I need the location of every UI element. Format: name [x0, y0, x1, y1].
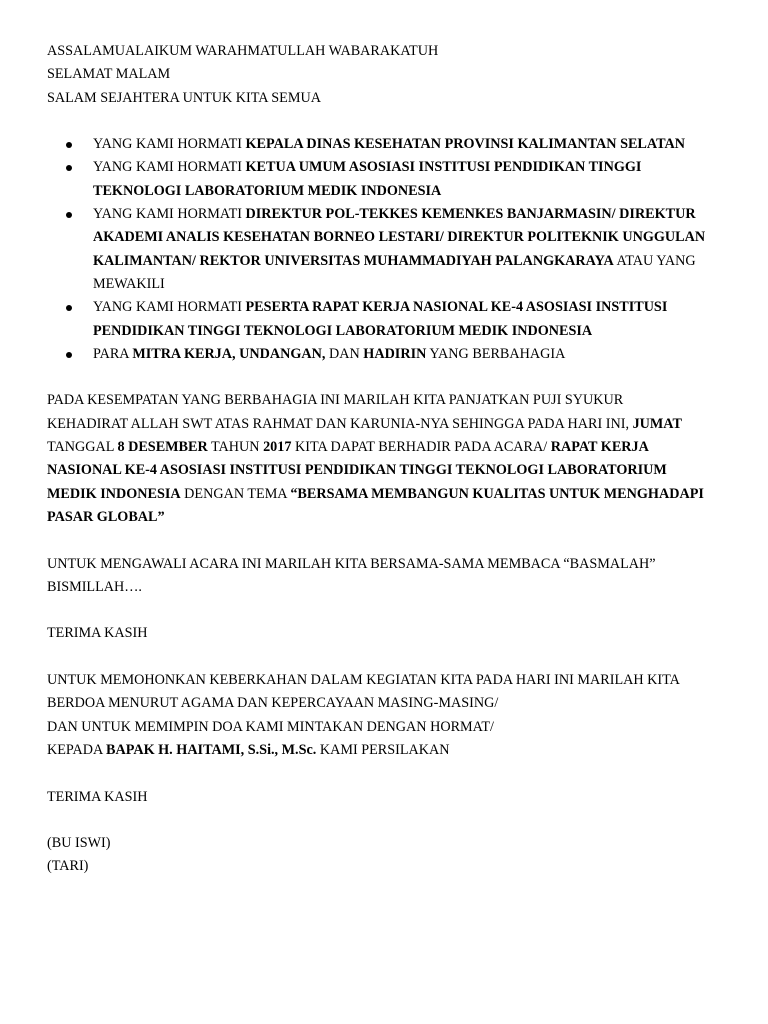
thanks-line: TERIMA KASIH [47, 788, 148, 805]
bold-text: RAPAT KERJA [550, 439, 649, 456]
honorific-item [47, 203, 727, 296]
basmalah-paragraph [47, 553, 727, 600]
text-run: KITA DAPAT BERHADIR PADA ACARA/ [291, 439, 551, 456]
text-run: ATAU YANG [613, 252, 696, 269]
paragraph-line [93, 273, 727, 296]
paragraph-line [47, 483, 727, 506]
paragraph-line [93, 320, 727, 343]
spacer [47, 529, 727, 552]
paragraph-line [93, 156, 727, 179]
text-run: KAMI PERSILAKAN [316, 741, 450, 758]
bold-text: JUMAT [632, 415, 682, 432]
honorifics-list [47, 133, 727, 366]
bold-text: KETUA UMUM ASOSIASI INSTITUSI PENDIDIKAN TINGGI [245, 159, 642, 176]
text-run: YANG BERBAHAGIA [426, 345, 566, 362]
text-run: YANG KAMI HORMATI [93, 159, 246, 176]
paragraph-line [47, 716, 727, 739]
bullet-icon [66, 352, 72, 358]
bold-text: DIREKTUR POL-TEKKES KEMENKES BANJARMASIN/ DIREKTUR [245, 206, 696, 223]
paragraph-line [47, 506, 727, 529]
speakers-block [47, 832, 727, 879]
bold-text: AKADEMI ANALIS KESEHATAN BORNEO LESTARI/ DIREKTUR POLITEKNIK UNGGULAN [93, 229, 706, 246]
opening-paragraph [47, 389, 727, 529]
paragraph-line [47, 459, 727, 482]
paragraph-line [93, 203, 727, 226]
paragraph-line [93, 226, 727, 249]
bold-text: 8 DESEMBER [117, 439, 208, 456]
honorific-item [47, 343, 727, 366]
paragraph-line [93, 133, 727, 156]
bold-text: MITRA KERJA, UNDANGAN, [132, 345, 326, 362]
paragraph-line [47, 669, 727, 692]
bullet-icon [66, 212, 72, 218]
text-run: MEWAKILI [93, 275, 165, 292]
honorific-item [47, 296, 727, 343]
bold-text: MEDIK INDONESIA [47, 485, 181, 502]
bullet-icon [66, 165, 72, 171]
paragraph-line [47, 436, 727, 459]
text-run: DAN UNTUK MEMIMPIN DOA KAMI MINTAKAN DENGAN HORMAT/ [47, 718, 494, 735]
text-run: PADA KESEMPATAN YANG BERBAHAGIA INI MARILAH KITA PANJATKAN PUJI SYUKUR [47, 392, 624, 409]
greeting-line: SELAMAT MALAM [47, 66, 171, 83]
paragraph-line [93, 343, 727, 366]
spacer [47, 646, 727, 669]
bullet-icon [66, 305, 72, 311]
paragraph-line [93, 180, 727, 203]
bold-text: HADIRIN [363, 345, 427, 362]
text-run: PARA [93, 345, 133, 362]
bold-text: KEPALA DINAS KESEHATAN PROVINSI KALIMANTAN SELATAN [245, 136, 685, 153]
bold-text: PENDIDIKAN TINGGI TEKNOLOGI LABORATORIUM MEDIK INDONESIA [93, 322, 593, 339]
spacer [47, 110, 727, 133]
thanks-line: TERIMA KASIH [47, 625, 148, 642]
speaker-name: (TARI) [47, 858, 89, 875]
spacer [47, 366, 727, 389]
paragraph-line [93, 250, 727, 273]
paragraph-line [47, 739, 727, 762]
document-page [47, 40, 727, 879]
speaker-name: (BU ISWI) [47, 835, 111, 852]
text-run: TANGGAL [47, 439, 118, 456]
bold-text: KALIMANTAN/ REKTOR UNIVERSITAS MUHAMMADIYAH PALANGKARAYA [93, 252, 614, 269]
greeting-block [47, 40, 727, 110]
paragraph-line [47, 389, 727, 412]
text-run: TAHUN [207, 439, 264, 456]
spacer [47, 599, 727, 622]
bold-text: PESERTA RAPAT KERJA NASIONAL KE-4 ASOSIASI INSTITUSI [245, 299, 668, 316]
spacer [47, 809, 727, 832]
paragraph-line [93, 296, 727, 319]
greeting-line: ASSALAMUALAIKUM WARAHMATULLAH WABARAKATUH [47, 43, 439, 59]
prayer-paragraph [47, 669, 727, 762]
text-run: BERDOA MENURUT AGAMA DAN KEPERCAYAAN MASING-MASING/ [47, 695, 499, 712]
spacer [47, 762, 727, 785]
text-run: YANG KAMI HORMATI [93, 206, 246, 223]
bold-text: BAPAK H. HAITAMI, S.Si., M.Sc. [106, 741, 317, 758]
bold-text: TEKNOLOGI LABORATORIUM MEDIK INDONESIA [93, 182, 442, 199]
bold-text: 2017 [263, 439, 292, 456]
text-run: DAN [325, 345, 364, 362]
honorific-item [47, 156, 727, 203]
paragraph-line: UNTUK MENGAWALI ACARA INI MARILAH KITA BERSAMA-SAMA MEMBACA “BASMALAH” [47, 555, 656, 572]
greeting-line: SALAM SEJAHTERA UNTUK KITA SEMUA [47, 89, 321, 106]
paragraph-line: BISMILLAH…. [47, 578, 142, 595]
text-run: DENGAN TEMA [180, 485, 291, 502]
text-run: YANG KAMI HORMATI [93, 136, 246, 153]
bold-text: “BERSAMA MEMBANGUN KUALITAS UNTUK MENGHADAPI [290, 485, 704, 502]
honorific-item [47, 133, 727, 156]
bold-text: NASIONAL KE-4 ASOSIASI INSTITUSI PENDIDIKAN TINGGI TEKNOLOGI LABORATORIUM [47, 462, 667, 479]
paragraph-line [47, 413, 727, 436]
text-run: YANG KAMI HORMATI [93, 299, 246, 316]
text-run: KEHADIRAT ALLAH SWT ATAS RAHMAT DAN KARUNIA-NYA SEHINGGA PADA HARI INI, [47, 415, 633, 432]
text-run: UNTUK MEMOHONKAN KEBERKAHAN DALAM KEGIATAN KITA PADA HARI INI MARILAH KITA [47, 672, 680, 689]
bullet-icon [66, 142, 72, 148]
paragraph-line [47, 692, 727, 715]
text-run: KEPADA [47, 741, 106, 758]
bold-text: PASAR GLOBAL” [47, 508, 165, 525]
